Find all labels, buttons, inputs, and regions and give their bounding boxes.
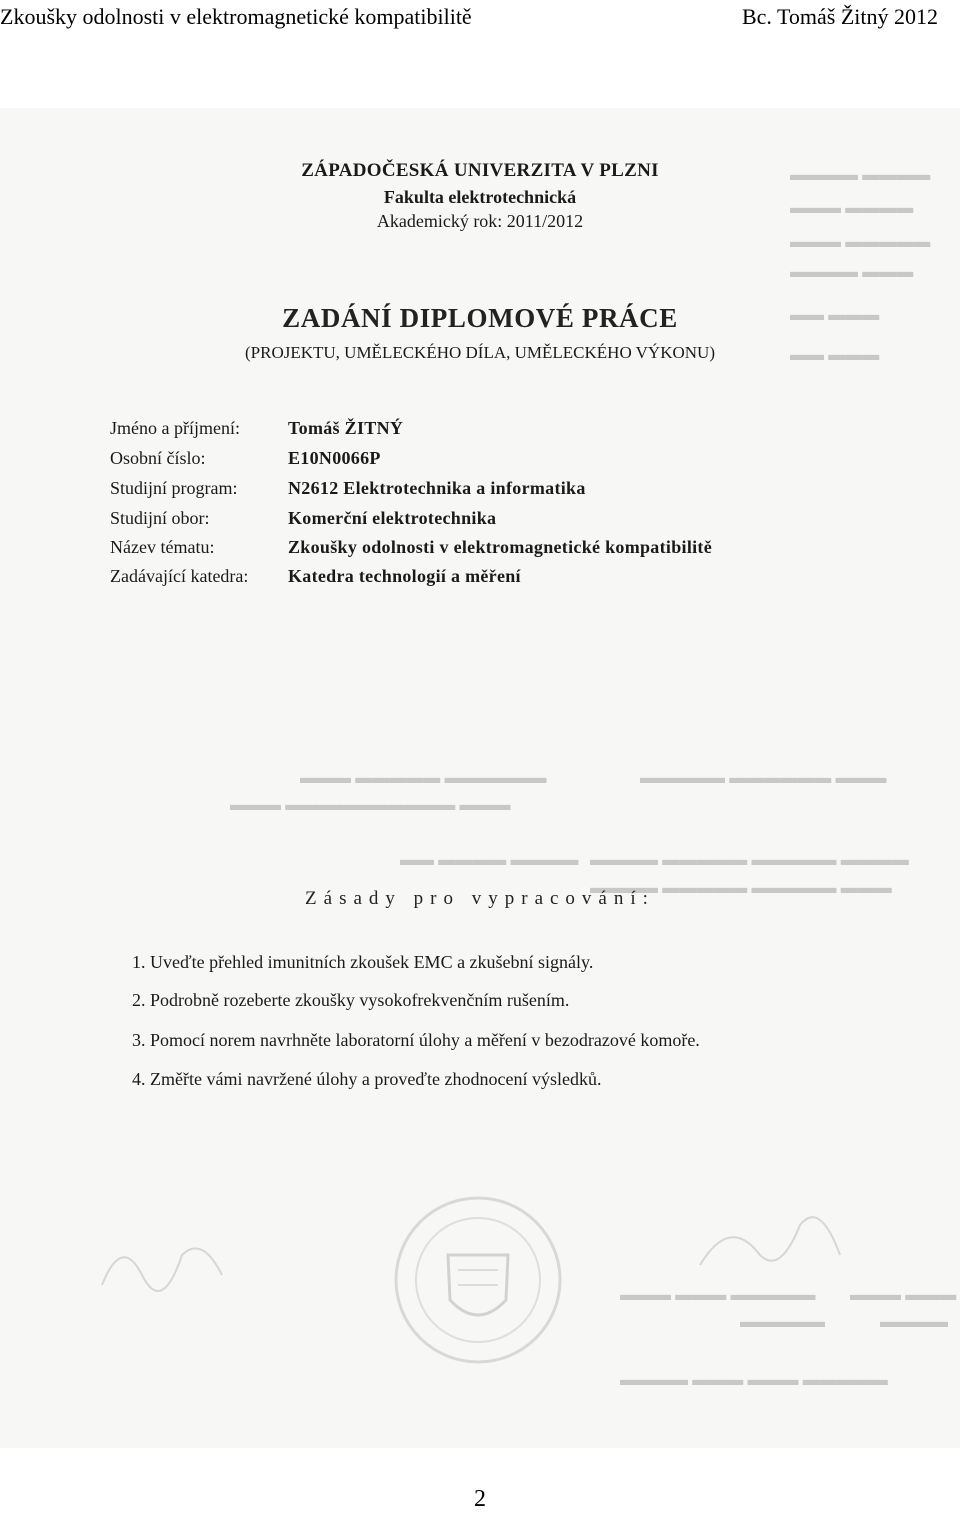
task-item: 4. Změřte vámi navržené úlohy a proveďte zhodnocení výsledků. bbox=[132, 1069, 602, 1089]
header-thesis-title: Zkoušky odolnosti v elektromagnetické kompatibilitě bbox=[0, 4, 472, 29]
running-header bbox=[0, 0, 960, 40]
info-label: Studijní program: bbox=[110, 478, 238, 498]
info-label: Osobní číslo: bbox=[110, 448, 206, 468]
signature-head-of-department-icon bbox=[690, 1195, 850, 1285]
header-author-year: Bc. Tomáš Žitný 2012 bbox=[741, 4, 938, 29]
university-seal-icon bbox=[388, 1190, 568, 1370]
info-value: Zkoušky odolnosti v elektromagnetické kompatibilitě bbox=[288, 537, 712, 557]
info-value: Komerční elektrotechnika bbox=[288, 508, 497, 528]
document-title: ZADÁNÍ DIPLOMOVÉ PRÁCE bbox=[282, 303, 678, 333]
task-item: 3. Pomocí norem navrhněte laboratorní úlohy a měření v bezodrazové komoře. bbox=[132, 1030, 700, 1050]
task-item: 2. Podrobně rozeberte zkoušky vysokofrekvenčním rušením. bbox=[132, 990, 570, 1010]
info-value: E10N0066P bbox=[288, 448, 381, 468]
info-label: Název tématu: bbox=[110, 537, 215, 557]
principles-heading: Zásady pro vypracování: bbox=[305, 888, 655, 909]
academic-year: Akademický rok: 2011/2012 bbox=[376, 211, 584, 231]
info-value: N2612 Elektrotechnika a informatika bbox=[288, 478, 586, 498]
info-value: Katedra technologií a měření bbox=[288, 566, 521, 586]
university-name: ZÁPADOČESKÁ UNIVERZITA V PLZNI bbox=[301, 160, 659, 181]
page-number: 2 bbox=[474, 1486, 486, 1512]
signature-dean-icon bbox=[92, 1225, 232, 1305]
info-label: Zadávající katedra: bbox=[110, 566, 249, 586]
info-label: Jméno a příjmení: bbox=[110, 418, 240, 438]
task-item: 1. Uveďte přehled imunitních zkoušek EMC a zkušební signály. bbox=[132, 952, 594, 972]
info-label: Studijní obor: bbox=[110, 508, 210, 528]
faculty-name: Fakulta elektrotechnická bbox=[383, 187, 577, 207]
info-value: Tomáš ŽITNÝ bbox=[288, 418, 404, 438]
document-subtitle: (PROJEKTU, UMĚLECKÉHO DÍLA, UMĚLECKÉHO VÝKONU) bbox=[245, 343, 715, 362]
